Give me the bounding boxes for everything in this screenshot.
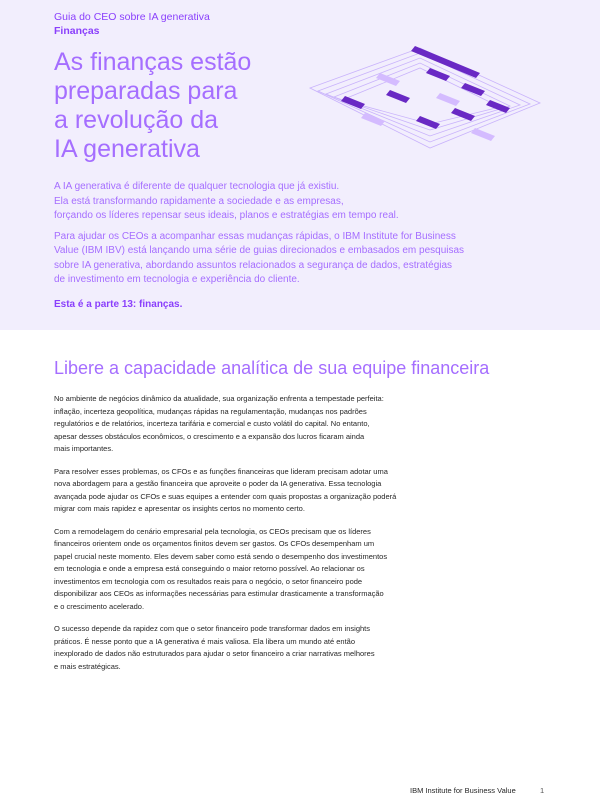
body-line: papel crucial neste momento. Eles devem saber como está sendo o desempenho dos investimentos (54, 551, 388, 561)
body-paragraph (54, 466, 474, 516)
isometric-grid-illustration (290, 28, 550, 178)
body-line: regulatórios e de relatórios, incerteza tarifária e comercial e custo volátil do capital. No entanto, (54, 419, 370, 428)
body-line: No ambiente de negócios dinâmico da atualidade, sua organização enfrenta a tempestade perfeita: (54, 394, 384, 403)
body-paragraph (54, 393, 474, 456)
body-line: e mais estratégicas. (54, 661, 121, 671)
intro-paragraph (54, 180, 494, 224)
body-line: financeiros orientem onde os orçamentos finitos devem ser gastos. Os CFOs desempenham um (54, 539, 375, 548)
body-paragraph (54, 526, 474, 614)
guide-section-label: Finanças (54, 25, 100, 37)
intro-paragraph (54, 230, 494, 288)
guide-series-label: Guia do CEO sobre IA generativa (54, 11, 210, 23)
body-line: Com a remodelagem do cenário empresarial pela tecnologia, os CEOs precisam que os líderes (54, 526, 371, 536)
body-line: em tecnologia e onde a empresa está conseguindo o maior retorno possível. Ao relacionar os (54, 564, 365, 573)
page-number: 1 (540, 786, 545, 795)
body-line: migrar com mais rapidez e apresentar os insights certos no momento certo. (54, 504, 305, 513)
body-line: inflação, incerteza geopolítica, mudanças rápidas na regulamentação, mudanças nos padrões (54, 406, 367, 416)
series-part-label: Esta é a parte 13: finanças. (54, 299, 183, 310)
body-line: Para resolver esses problemas, os CFOs e as funções financeiras que lideram precisam adotar uma (54, 466, 388, 476)
body-text (54, 393, 474, 683)
body-line: investimentos em tecnologia com os resultados reais para o negócio, o setor financeiro pode (54, 576, 363, 586)
title-line: preparadas para (54, 77, 238, 105)
intro-line: Value (IBM IBV) está lançando uma série de guias direcionados e embasados em pesquisas (54, 245, 465, 256)
intro-line: de investimento em tecnologia e experiência do cliente. (54, 274, 300, 285)
body-line: mais importantes. (54, 444, 114, 453)
body-line: nova abordagem para a gestão financeira que aproveite o poder da IA generativa. Essa tecnologia (54, 479, 382, 488)
body-line: e o crescimento acelerado. (54, 601, 145, 611)
title-line: a revolução da (54, 106, 219, 134)
body-line: inexplorado de dados não estruturados para ajudar o setor financeiro a criar narrativas melhores (54, 649, 375, 658)
body-line: apesar desses obstáculos econômicos, o crescimento e a expansão dos lucros ficaram ainda (54, 431, 365, 441)
intro-line: Ela está transformando rapidamente a sociedade e as empresas, (54, 195, 344, 207)
hero-banner (0, 0, 600, 330)
intro-text (54, 180, 494, 310)
intro-line: forçando os líderes repensar seus ideais, planos e estratégias em tempo real. (54, 210, 399, 221)
section-heading: Libere a capacidade analítica de sua equipe financeira (54, 358, 490, 378)
title-line: IA generativa (54, 135, 200, 163)
body-line: práticos. É nesse ponto que a IA generativa é mais valiosa. Ela libera um mundo até então (54, 636, 356, 646)
page-title (54, 48, 314, 164)
intro-line: Para ajudar os CEOs a acompanhar essas mudanças rápidas, o IBM Institute for Business (54, 230, 456, 242)
body-line: disponibilizar aos CEOs as informações necessárias para estimular drasticamente a transformação (54, 589, 384, 598)
intro-line: A IA generativa é diferente de qualquer tecnologia que já existiu. (54, 181, 340, 192)
title-line: As finanças estão (54, 48, 252, 76)
grid-bars-light (361, 73, 495, 141)
intro-line: sobre IA generativa, abordando assuntos relacionados a segurança de dados, estratégias (54, 259, 453, 271)
footer-brand: IBM Institute for Business Value (410, 786, 516, 795)
body-line: avançada pode ajudar os CFOs e suas equipes a entender com quais propostas a organização poderá (54, 491, 397, 501)
body-paragraph (54, 623, 474, 673)
body-line: O sucesso depende da rapidez com que o setor financeiro pode transformar dados em insights (54, 624, 371, 633)
